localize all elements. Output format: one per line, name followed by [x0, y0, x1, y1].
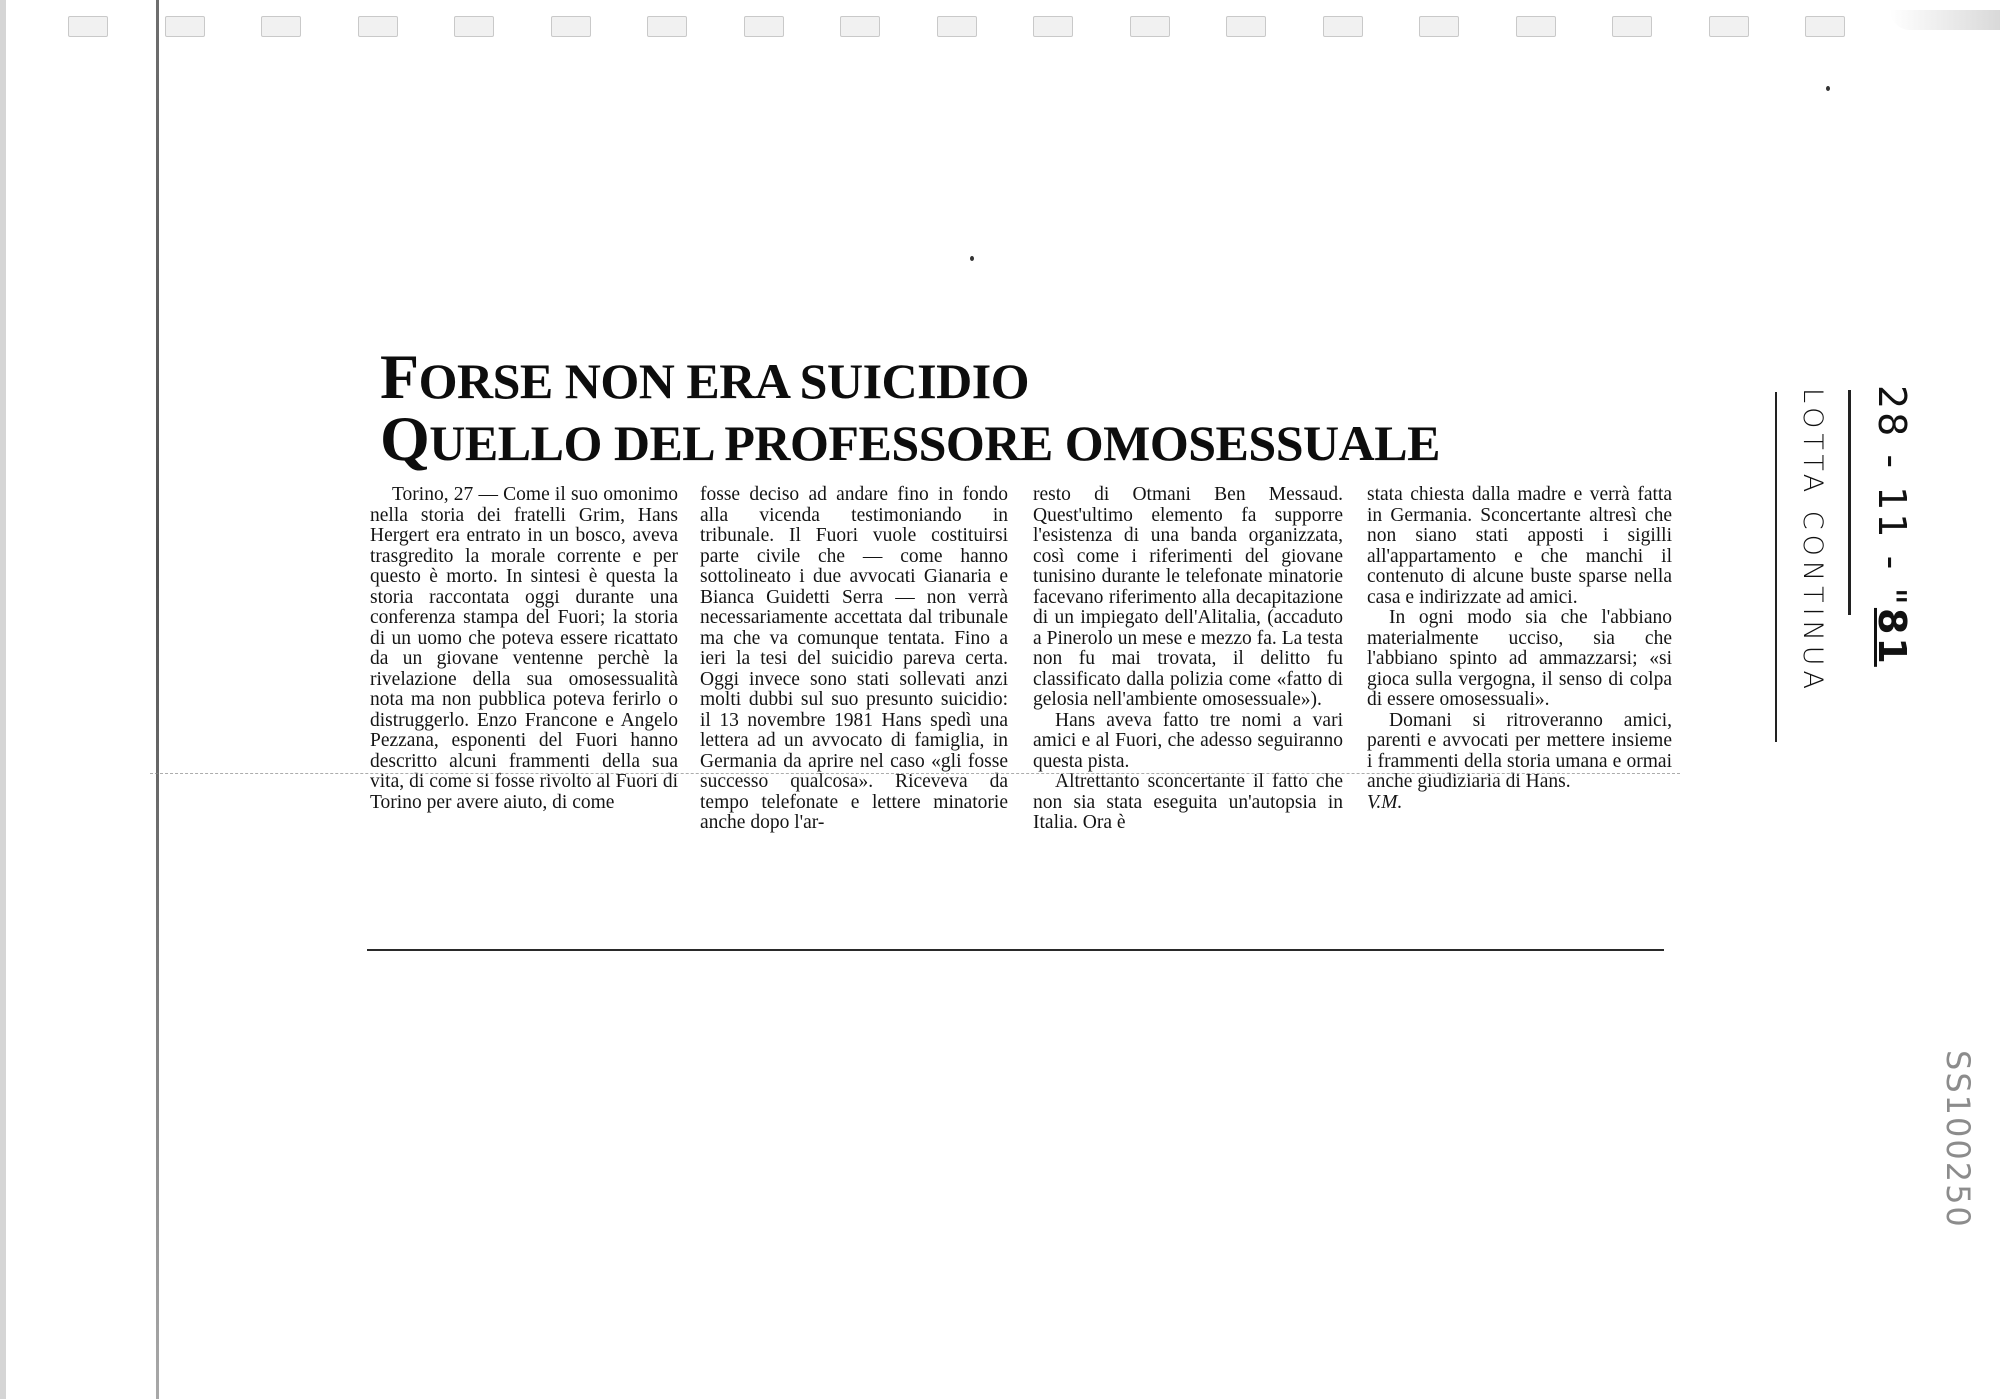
perforation-hole — [1805, 16, 1845, 37]
headline-line-1 — [380, 341, 1380, 412]
archive-stamp — [1935, 1050, 1985, 1229]
paragraph: Torino, 27 — Come il suo omonimo nella storia dei fratelli Grim, Hans Hergert era entrato in un bosco, aveva trasgredito la morale corrente e per questo è morto. In sintesi è questa la storia raccontata oggi durante una conferenza stampa del Fuori; la storia di un uomo che poteva essere ricattato da un giovane ventenne perchè la rivelazione della sua omosessualità nota ma non pubblica poteva ferirlo o distruggerlo. Enzo Francone e Angelo Pezzana, esponenti del Fuori hanno descritto alcuni frammenti della sua vita, di come si fosse rivolto al Fuori di Torino per avere aiuto, di come — [370, 484, 678, 813]
perforation-hole — [1226, 16, 1266, 37]
scan-artifact-line — [150, 773, 1680, 774]
paragraph: Hans aveva fatto tre nomi a vari amici e al Fuori, che adesso seguiranno questa pista. — [1033, 709, 1343, 772]
perforation-hole — [261, 16, 301, 37]
date-text — [1870, 385, 1914, 667]
author-signature: V.M. — [1367, 791, 1403, 813]
clipping-left-edge — [156, 0, 159, 1399]
perforation-hole — [1709, 16, 1749, 37]
archive-number: SS100250 — [1939, 1050, 1977, 1229]
perforation-hole — [551, 16, 591, 37]
perforation-hole — [840, 16, 880, 37]
perforation-hole — [68, 16, 108, 37]
headline-initial-1: F — [380, 341, 419, 412]
paragraph: Domani si ritroveranno amici, parenti e avvocati per mettere insieme i frammenti della storia umana e ormai anche giudiziaria di Hans. — [1367, 709, 1672, 792]
headline-text-2: UELLO DEL PROFESSORE OMOSESSUALE — [429, 415, 1440, 471]
perforation-hole — [1130, 16, 1170, 37]
article-body — [370, 485, 1670, 935]
handwritten-date — [1858, 385, 1918, 667]
perforation-hole — [1419, 16, 1459, 37]
publication-name: LOTTA CONTINUA — [1797, 388, 1828, 694]
publication-underline — [1775, 392, 1777, 742]
paragraph: fosse deciso ad andare fino in fondo alla vicenda testimoniando in tribunale. Il Fuori vuole costituirsi parte civile che — come hanno sottolineato i due avvocati Gianaria e Bianca Guidetti Serra — non verrà necessariamente accettata dal tribunale ma che va comunque tentata. Fino a ieri la tesi del suicidio pareva certa. Oggi invece sono stati sollevati anzi molti dubbi sul suo presunto suicidio: il 13 novembre 1981 Hans spedì una lettera ad un avvocato di famiglia, in Germania da aprire nel caso «gli fosse successo qualcosa». Riceveva da tempo telefonate e lettere minatorie anche dopo l'ar- — [700, 484, 1008, 833]
perforation-hole — [1323, 16, 1363, 37]
ink-speck — [970, 256, 974, 261]
paragraph: resto di Otmani Ben Messaud. Quest'ultimo elemento fa supporre l'esistenza di una banda organizzata, così come i riferimenti del giovane tunisino durante le telefonate minatorie facevano riferimento alla decapitazione di un impiegato dell'Alitalia, (accaduto a Pinerolo un mese e mezzo fa. La testa non fu mai trovata, il delitto fu classificato dalla polizia come «fatto di gelosia nell'ambiente omosessuale»). — [1033, 484, 1343, 710]
perforation-hole — [1612, 16, 1652, 37]
perforation-hole — [1516, 16, 1556, 37]
paragraph: stata chiesta dalla madre e verrà fatta in Germania. Sconcertante altresì che non siano stati apposti i sigilli all'appartamento e che manchi il contenuto di alcune buste sparse nella casa e indirizzate ad amici. — [1367, 484, 1672, 608]
scan-left-shadow — [0, 0, 6, 1399]
handwritten-publication — [1790, 388, 1830, 748]
article-bottom-rule — [367, 949, 1664, 951]
perforation-hole — [937, 16, 977, 37]
perforation-hole — [358, 16, 398, 37]
perforation-hole — [744, 16, 784, 37]
paragraph: Altrettanto sconcertante il fatto che non sia stata eseguita un'autopsia in Italia. Ora è — [1033, 771, 1343, 833]
perforation-hole — [647, 16, 687, 37]
article-column-4 — [1367, 485, 1672, 813]
date-year: 81 — [1870, 607, 1914, 667]
article-column-1 — [370, 485, 678, 813]
date-day-month: 28 - 11 - " — [1870, 385, 1914, 608]
bleed-through-text — [960, 40, 1380, 160]
perforation-strip — [0, 16, 2000, 40]
headline — [380, 341, 1440, 474]
article-column-2 — [700, 485, 1008, 834]
perforation-hole — [1033, 16, 1073, 37]
headline-text-1: ORSE NON ERA SUICIDIO — [418, 353, 1030, 409]
perforation-hole — [165, 16, 205, 37]
headline-initial-2: Q — [380, 403, 430, 474]
date-underline — [1848, 390, 1851, 615]
paragraph: In ogni modo sia che l'abbiano materialmente ucciso, sia che l'abbiano spinto ad ammazzarsi; «si gioca sulla vergogna, il senso di colpa di essere omosessuali». — [1367, 607, 1672, 710]
ink-speck — [1826, 86, 1830, 91]
article-column-3 — [1033, 485, 1343, 834]
headline-line-2 — [380, 403, 1440, 474]
perforation-hole — [454, 16, 494, 37]
